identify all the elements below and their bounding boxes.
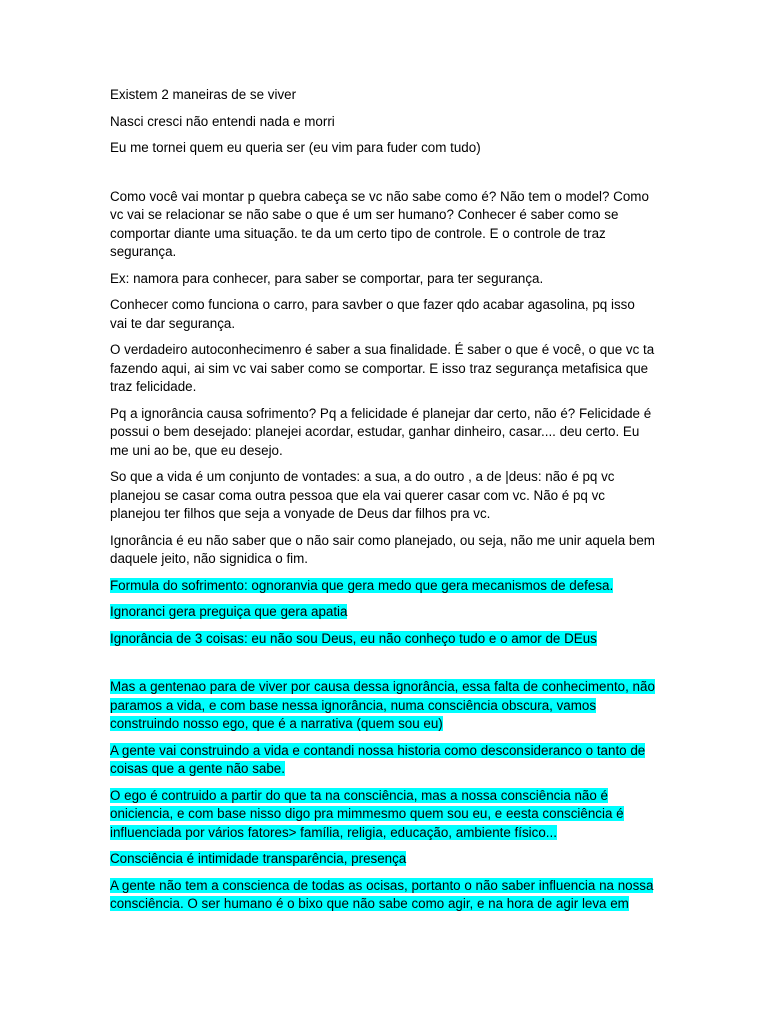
highlighted-paragraph (110, 877, 655, 914)
highlighted-paragraph (110, 850, 655, 869)
paragraph: Ignorância é eu não saber que o não sair como planejado, ou seja, não me unir aquela bem daquele jeito, não signidica o fim. (110, 532, 655, 566)
paragraph: Conhecer como funciona o carro, para savber o que fazer qdo acabar agasolina, pq isso vai te dar segurança. (110, 297, 635, 331)
document-body (110, 86, 655, 922)
highlighted-paragraph (110, 630, 655, 649)
highlighted-paragraph (110, 787, 655, 843)
highlighted-paragraph (110, 577, 655, 596)
highlighted-text: A gente não tem a conscienca de todas as ocisas, portanto o não saber influencia na nossa consciência. O ser humano é o bixo que não sabe como agir, e na hora de agir leva em (110, 877, 654, 911)
paragraph: So que a vida é um conjunto de vontades: a sua, a do outro , a de |deus: não é pq vc planejou se casar coma outra pessoa que ela vai querer casar com vc. Não é pq vc planejou ter filhos que seja a vonyade de Deus dar filhos pra vc. (110, 469, 615, 521)
highlighted-paragraph (110, 742, 655, 779)
highlighted-text: Formula do sofrimento: ognoranvia que gera medo que gera mecanismos de defesa. (110, 577, 614, 593)
highlighted-text: Consciência é intimidade transparência, presença (110, 851, 407, 866)
highlighted-text: O ego é contruido a partir do que ta na consciência, mas a nossa consciência não é oniciencia, e com base nisso digo pra mimmesmo quem sou eu, e eesta consciência é influenciada por vários fatores> família, religia, educação, ambiente físico... (110, 787, 624, 840)
intro-line: Existem 2 maneiras de se viver (110, 87, 297, 102)
intro-line: Nasci cresci não entendi nada e morri (110, 113, 335, 129)
paragraph: Ex: namora para conhecer, para saber se comportar, para ter segurança. (110, 270, 544, 286)
highlighted-text: Ignorância de 3 coisas: eu não sou Deus, eu não conheço tudo e o amor de DEus (110, 630, 597, 646)
blank-line (110, 166, 655, 188)
paragraph: O verdadeiro autoconhecimenro é saber a sua finalidade. É saber o que é você, o que vc ta fazendo aqui, ai sim vc vai saber como se comportar. E isso traz segurança metafisica que traz felicidade. (110, 342, 655, 394)
highlighted-text: Ignoranci gera preguiça que gera apatia (110, 604, 348, 619)
blank-line (110, 656, 655, 678)
paragraph: Como você vai montar p quebra cabeça se vc não sabe como é? Não tem o model? Como vc vai se relacionar se não sabe o que é um ser humano? Conhecer é saber como se comportar diante uma situação. te da um certo tipo de controle. E o controle de traz segurança. (110, 188, 649, 259)
highlighted-text: A gente vai construindo a vida e contandi nossa historia como desconsideranco o tanto de coisas que a gente não sabe. (110, 742, 646, 776)
paragraph: Pq a ignorância causa sofrimento? Pq a felicidade é planejar dar certo, não é? Felicidade é possui o bem desejado: planejei acordar, estudar, ganhar dinheiro, casar.... deu certo. Eu me uni ao be, que eu desejo. (110, 405, 652, 458)
highlighted-text: Mas a gentenao para de viver por causa dessa ignorância, essa falta de conhecimento, não paramos a vida, e com base nessa ignorância, numa consciência obscura, vamos construindo nosso ego, que é a narrativa (quem sou eu) (110, 679, 655, 731)
intro-line: Eu me tornei quem eu queria ser (eu vim para fuder com tudo) (110, 140, 481, 155)
highlighted-paragraph (110, 603, 655, 622)
highlighted-paragraph (110, 678, 655, 734)
